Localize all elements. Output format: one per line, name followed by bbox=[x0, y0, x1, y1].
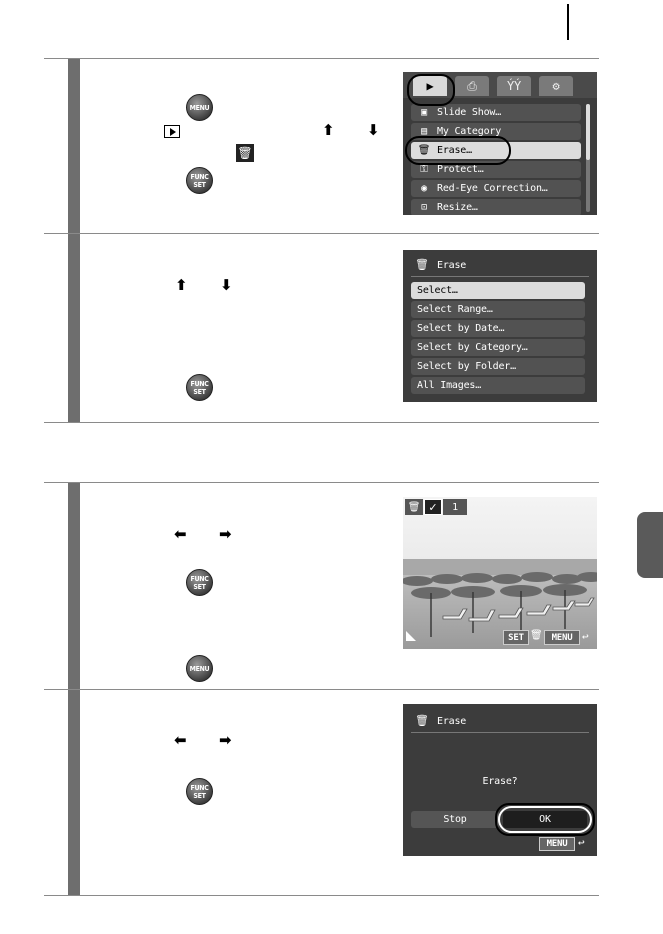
playback-tab-icon bbox=[164, 125, 180, 138]
erase-mark-icon: 🗑 bbox=[405, 499, 423, 515]
right-arrow-icon: ➡ bbox=[219, 525, 232, 543]
list-item[interactable]: Select by Category… bbox=[411, 339, 585, 356]
step-rule-2 bbox=[44, 422, 599, 423]
camera-screen-erase-menu bbox=[403, 250, 597, 402]
stop-button[interactable]: Stop bbox=[411, 811, 499, 828]
down-arrow-icon: ⬇ bbox=[220, 276, 233, 294]
return-icon: ↩ bbox=[582, 630, 589, 643]
title-underline bbox=[411, 276, 589, 277]
protect-icon: ⚿ bbox=[420, 164, 428, 175]
red-eye-icon: ◉ bbox=[421, 183, 427, 194]
list-item[interactable]: Select by Date… bbox=[411, 320, 585, 337]
up-arrow-icon: ⬆ bbox=[322, 121, 335, 139]
menu-item-label: Protect… bbox=[437, 164, 484, 175]
orientation-icon bbox=[406, 631, 416, 641]
menu-button-icon: MENU bbox=[186, 94, 213, 121]
erase-title-icon: 🗑 bbox=[415, 258, 429, 271]
screen-title: Erase bbox=[437, 260, 467, 271]
erase-title-icon: 🗑 bbox=[415, 714, 429, 727]
camera-screen-image-select bbox=[403, 497, 597, 649]
ok-button[interactable]: OK bbox=[503, 811, 587, 828]
right-arrow-icon: ➡ bbox=[219, 731, 232, 749]
header-rule bbox=[44, 58, 599, 59]
erase-icon: 🗑 bbox=[417, 145, 431, 156]
resize-icon: ⊡ bbox=[421, 202, 427, 213]
menu-item-label: Resize… bbox=[437, 202, 478, 213]
chapter-tab bbox=[637, 512, 663, 578]
step-bar-3 bbox=[68, 483, 80, 689]
func-set-button-icon: FUNC SET bbox=[186, 778, 213, 805]
step-bar-4 bbox=[68, 690, 80, 895]
left-arrow-icon: ⬅ bbox=[174, 731, 187, 749]
step-rule-4 bbox=[44, 895, 599, 896]
func-set-button-icon: FUNC SET bbox=[186, 374, 213, 401]
step-rule-1 bbox=[44, 233, 599, 234]
title-underline bbox=[411, 732, 589, 733]
tab-my-camera[interactable]: ⚙ bbox=[539, 76, 573, 96]
func-set-button-icon: FUNC SET bbox=[186, 569, 213, 596]
beach-photo bbox=[403, 497, 597, 649]
down-arrow-icon: ⬇ bbox=[367, 121, 380, 139]
tab-setup[interactable]: ÝÝ bbox=[497, 76, 531, 96]
left-arrow-icon: ⬅ bbox=[174, 525, 187, 543]
list-item[interactable]: Select by Folder… bbox=[411, 358, 585, 375]
category-icon: ▤ bbox=[421, 126, 427, 137]
list-item[interactable]: Select Range… bbox=[411, 301, 585, 318]
play-tab-highlight-circle bbox=[407, 74, 455, 106]
slideshow-icon: ▣ bbox=[421, 107, 427, 118]
func-set-button-icon: FUNC SET bbox=[186, 167, 213, 194]
menu-label: MENU bbox=[544, 630, 580, 645]
tab-print[interactable]: ⎙ bbox=[455, 76, 489, 96]
menu-button-icon: MENU bbox=[186, 655, 213, 682]
menu-label: MENU bbox=[539, 837, 575, 851]
menu-item-slide-show[interactable] bbox=[411, 104, 581, 121]
ok-highlight-circle bbox=[495, 803, 595, 836]
menu-item-resize[interactable] bbox=[411, 199, 581, 215]
screen-title: Erase bbox=[437, 716, 467, 727]
step-bar-1 bbox=[68, 59, 80, 233]
trash-icon: 🗑 bbox=[530, 630, 543, 641]
menu-item-red-eye[interactable] bbox=[411, 180, 581, 197]
step-rule-3 bbox=[44, 689, 599, 690]
list-item[interactable]: All Images… bbox=[411, 377, 585, 394]
set-label: SET bbox=[503, 630, 529, 645]
return-icon: ↩ bbox=[578, 836, 585, 849]
tab-play[interactable]: ▶ bbox=[413, 76, 447, 96]
selection-count: 1 bbox=[443, 499, 467, 515]
erase-menu-icon: 🗑 bbox=[237, 146, 253, 160]
step-bar-2 bbox=[68, 234, 80, 422]
list-item[interactable]: Select… bbox=[411, 282, 585, 299]
scrollbar-thumb[interactable] bbox=[586, 104, 590, 160]
step-rule-3-top bbox=[44, 482, 599, 483]
erase-item-highlight-circle bbox=[405, 136, 511, 165]
page-number-divider bbox=[567, 4, 569, 40]
up-arrow-icon: ⬆ bbox=[175, 276, 188, 294]
menu-item-label: Erase… bbox=[437, 145, 472, 156]
confirm-question: Erase? bbox=[482, 776, 518, 787]
menu-item-label: My Category bbox=[437, 126, 502, 137]
checkmark-icon: ✓ bbox=[424, 499, 442, 515]
menu-item-label: Slide Show… bbox=[437, 107, 502, 118]
menu-item-label: Red-Eye Correction… bbox=[437, 183, 548, 194]
